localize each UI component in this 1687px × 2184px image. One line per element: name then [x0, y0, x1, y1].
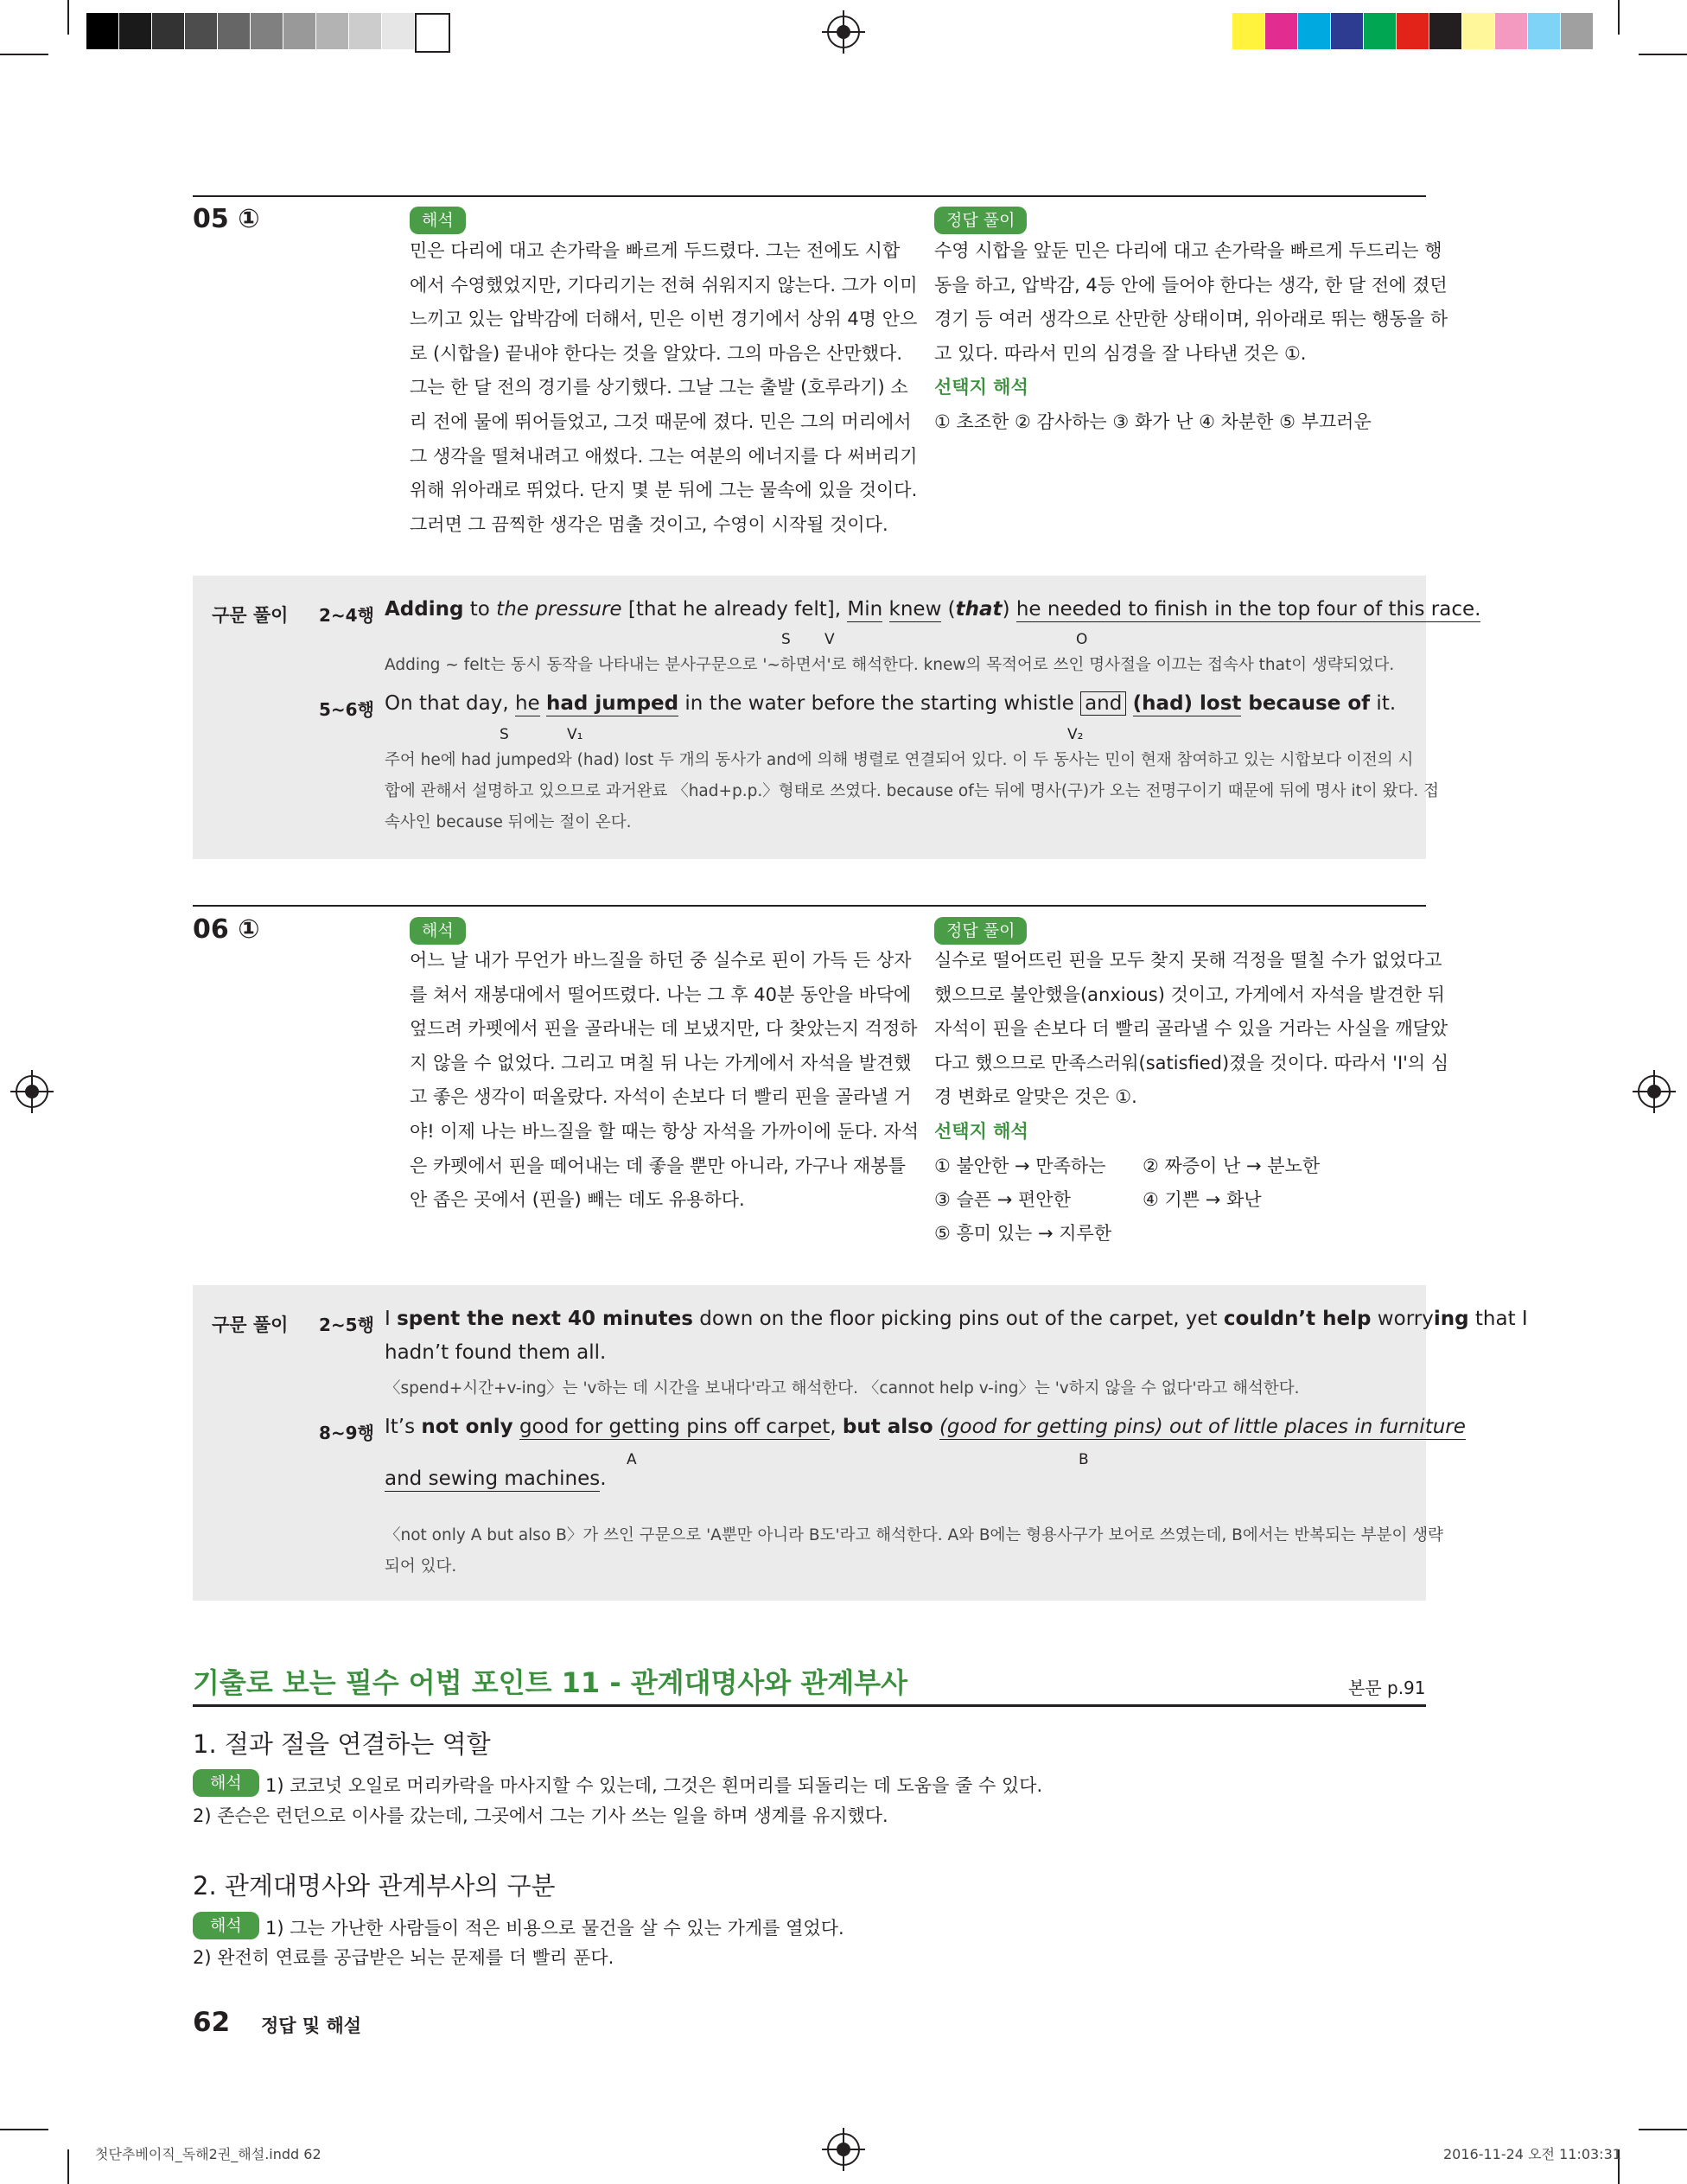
- syntax-sentence-cont: hadn’t found them all.: [385, 1341, 607, 1364]
- color-swatch: [1298, 13, 1331, 49]
- color-swatch: [1364, 13, 1397, 49]
- divider: [193, 195, 1426, 197]
- color-swatch: [1528, 13, 1561, 49]
- color-swatch: [1429, 13, 1462, 49]
- choice-item: ① 불안한 → 만족하는: [934, 1156, 1106, 1176]
- crop-mark: [1639, 54, 1687, 55]
- color-swatch: [1561, 13, 1594, 49]
- marker-s: S: [781, 631, 791, 648]
- b-phrase: (good for getting pins) out of little places in furniture: [939, 1416, 1466, 1438]
- line-ref: 5~6행: [319, 699, 374, 720]
- color-swatch: [119, 13, 152, 49]
- answer-text: 수영 시합을 앞둔 민은 다리에 대고 손가락을 빠르게 두드리는 행 동을 하고, 압박감, 4등 안에 들어야 한다는 생각, 한 달 전에 졌던 경기 등 여러 생각으로 산만한 상태이며, 위아래로 뛰는 행동을 하 고 있다. 따라서 민의 심경을 잘 나타낸 것은 ①. 선택지 해석 ① 초조한 ② 감사하는 ③ 화가 난 ④ 차분한 ⑤ 부끄러운: [934, 234, 1448, 440]
- color-swatch: [1462, 13, 1495, 49]
- color-swatch: [415, 13, 450, 53]
- syntax-note: 주어 he에 had jumped와 (had) lost 두 개의 동사가 and에 의해 병렬로 연결되어 있다. 이 두 동사는 민이 현재 참여하고 있는 시합보다 이전의 시 합에 관해서 설명하고 있으므로 과거완료 〈had+p.p.〉형태로 쓰였다. because of는 뒤에 명사(구)가 오는 전명구이기 때문에 뒤에 명사 it이 왔다. 접 속사인 because 뒤에는 절이 온다.: [385, 751, 1440, 831]
- syntax-sentence-cont: and sewing machines.: [385, 1468, 607, 1490]
- divider: [193, 905, 1426, 907]
- crop-mark: [67, 0, 69, 35]
- color-swatch: [251, 13, 283, 49]
- translation-text: 민은 다리에 대고 손가락을 빠르게 두드렸다. 그는 전에도 시합 에서 수영했었지만, 기다리기는 전혀 쉬워지지 않는다. 그가 이미 느끼고 있는 압박감에 더해서, 민은 이번 경기에서 상위 4명 안으 로 (시합을) 끝내야 한다는 것을 알았다. 그의 마음은 산만했다. 그는 한 달 전의 경기를 상기했다. 그날 그는 출발 (호루라기) 소 리 전에 물에 뛰어들었고, 그것 때문에 졌다. 민은 그의 머리에서 그 생각을 떨쳐내려고 애썼다. 그는 여분의 에너지를 다 써버리기 위해 위아래로 뛰었다. 단지 몇 분 뒤에 그는 물속에 있을 것이다. 그러면 그 끔찍한 생각은 멈출 것이고, 수영이 시작될 것이다.: [410, 240, 918, 535]
- translation-tag: 해석: [193, 1912, 259, 1939]
- crop-mark: [1639, 2129, 1687, 2130]
- line-ref: 2~5행: [319, 1315, 374, 1335]
- choice-item: ⑤ 흥미 있는 → 지루한: [934, 1223, 1112, 1244]
- marker-o: O: [1076, 631, 1088, 648]
- marker-v: V: [824, 631, 835, 648]
- registration-mark-left: [16, 1075, 48, 1108]
- color-swatch: [349, 13, 382, 49]
- choices: ① 초조한 ② 감사하는 ③ 화가 난 ④ 차분한 ⑤ 부끄러운: [934, 411, 1372, 432]
- translation-line: 2) 존슨은 런던으로 이사를 갔는데, 그곳에서 그는 기사 쓰는 일을 하며 생계를 유지했다.: [193, 1805, 888, 1826]
- question-number: 05 ①: [193, 204, 260, 234]
- crop-mark: [1618, 0, 1620, 35]
- section-divider: [193, 1704, 1426, 1707]
- subsection-title: 1. 절과 절을 연결하는 역할: [193, 1729, 491, 1759]
- marker-v1: V₁: [567, 726, 583, 743]
- syntax-sentence: Adding to the pressure [that he already felt], Min knew (that) he needed to finish in the top four of this race.: [385, 598, 1481, 621]
- syntax-sentence: On that day, he had jumped in the water before the starting whistle and (had) lost because of it.: [385, 692, 1397, 715]
- marker-b: B: [1079, 1451, 1089, 1468]
- page-number: 62: [193, 2007, 231, 2038]
- registration-mark-bottom: [827, 2133, 860, 2166]
- syntax-note: 〈spend+시간+v-ing〉는 'v하는 데 시간을 보내다'라고 해석한다. 〈cannot help v-ing〉는 'v하지 않을 수 없다'라고 해석한다.: [385, 1379, 1300, 1398]
- syntax-sentence: It’s not only good for getting pins off carpet, but also (good for getting pins) out of little places in furniture: [385, 1416, 1466, 1438]
- registration-mark-right: [1638, 1075, 1671, 1108]
- crop-mark: [0, 54, 48, 55]
- timestamp: 2016-11-24 오전 11:03:31: [1443, 2146, 1621, 2162]
- crop-mark: [0, 2129, 48, 2130]
- color-swatch: [382, 13, 415, 49]
- translation-line: 1) 코코넛 오일로 머리카락을 마사지할 수 있는데, 그것은 흰머리를 되돌리는 데 도움을 줄 수 있다.: [265, 1775, 1043, 1796]
- page-reference: 본문 p.91: [1348, 1678, 1426, 1698]
- grayscale-bar: [85, 0, 458, 52]
- question-number: 06 ①: [193, 914, 260, 945]
- file-info: 첫단추베이직_독해2권_해설.indd 62: [95, 2146, 321, 2162]
- syntax-sentence: I spent the next 40 minutes down on the floor picking pins out of the carpet, yet couldn’t help worrying that I: [385, 1308, 1528, 1330]
- marker-s: S: [500, 726, 509, 743]
- color-swatch: [86, 13, 119, 49]
- syntax-note: Adding ~ felt는 동시 동작을 나타내는 분사구문으로 '~하면서'로 해석한다. knew의 목적어로 쓰인 명사절을 이끄는 접속사 that이 생략되었다.: [385, 656, 1395, 674]
- color-swatch: [1232, 13, 1265, 49]
- marker-a: A: [627, 1451, 637, 1468]
- color-swatch: [185, 13, 218, 49]
- answer-tag: 정답 풀이: [934, 207, 1027, 234]
- page-label: 정답 및 해설: [261, 2015, 362, 2036]
- section-title: 기출로 보는 필수 어법 포인트 11 - 관계대명사와 관계부사: [193, 1666, 908, 1699]
- translation-tag: 해석: [193, 1769, 259, 1797]
- color-swatch: [218, 13, 251, 49]
- marker-v2: V₂: [1067, 726, 1084, 743]
- line-ref: 2~4행: [319, 605, 374, 626]
- choice-heading: 선택지 해석: [934, 377, 1028, 398]
- choice-item: ② 짜증이 난 → 분노한: [1143, 1156, 1321, 1176]
- crop-mark: [67, 2149, 69, 2184]
- syntax-label: 구문 풀이: [212, 1315, 289, 1335]
- answer-tag: 정답 풀이: [934, 917, 1027, 945]
- color-swatch: [1265, 13, 1298, 49]
- syntax-box: [193, 1285, 1528, 1601]
- color-swatch: [316, 13, 349, 49]
- line-ref: 8~9행: [319, 1423, 374, 1443]
- choice-item: ④ 기쁜 → 화난: [1143, 1189, 1262, 1210]
- color-swatch: [152, 13, 185, 49]
- color-swatch: [1397, 13, 1429, 49]
- translation-line: 2) 완전히 연료를 공급받은 뇌는 문제를 더 빨리 푼다.: [193, 1947, 614, 1968]
- syntax-box: [193, 576, 1481, 859]
- translation-line: 1) 그는 가난한 사람들이 적은 비용으로 물건을 살 수 있는 가게를 열었다.: [265, 1918, 844, 1939]
- subsection-title: 2. 관계대명사와 관계부사의 구분: [193, 1871, 556, 1901]
- syntax-note: 〈not only A but also B〉가 쓰인 구문으로 'A뿐만 아니라 B도'라고 해석한다. A와 B에는 형용사구가 보어로 쓰였는데, B에서는 반복되는 부분이 생략 되어 있다.: [385, 1526, 1443, 1576]
- translation-tag: 해석: [410, 207, 466, 234]
- translation-text: 어느 날 내가 무언가 바느질을 하던 중 실수로 핀이 가득 든 상자 를 쳐서 재봉대에서 떨어뜨렸다. 나는 그 후 40분 동안을 바닥에 엎드려 카펫에서 핀을 골라내는 데 보냈지만, 다 찾았는지 걱정하 지 않을 수 없었다. 그리고 며칠 뒤 나는 가게에서 자석을 발견했 고 좋은 생각이 떠올랐다. 자석이 손보다 더 빨리 핀을 골라낼 거 야! 이제 나는 바느질을 할 때는 항상 자석을 가까이에 둔다. 자석 은 카펫에서 핀을 떼어내는 데 좋을 뿐만 아니라, 가구나 재봉틀 안 좁은 곳에서 (핀을) 빼는 데도 유용하다.: [410, 950, 919, 1211]
- translation-tag: 해석: [410, 917, 466, 945]
- color-bar: [1231, 0, 1604, 52]
- registration-mark-top: [827, 16, 860, 48]
- color-swatch: [283, 13, 316, 49]
- color-swatch: [1495, 13, 1528, 49]
- choice-item: ③ 슬픈 → 편안한: [934, 1189, 1071, 1210]
- syntax-label: 구문 풀이: [212, 605, 289, 626]
- color-swatch: [1331, 13, 1364, 49]
- choice-heading: 선택지 해석: [934, 1120, 1028, 1142]
- answer-text: 실수로 떨어뜨린 핀을 모두 찾지 못해 걱정을 떨칠 수가 없었다고 했으므로 불안했을(anxious) 것이고, 가게에서 자석을 발견한 뒤 자석이 핀을 손보다 더 빨리 골라낼 수 있을 거라는 사실을 깨달았 다고 했으므로 만족스러워(satisfied)졌을 것이다. 따라서 'I'의 심 경 변화로 알맞은 것은 ①. 선택지 해석: [934, 944, 1448, 1149]
